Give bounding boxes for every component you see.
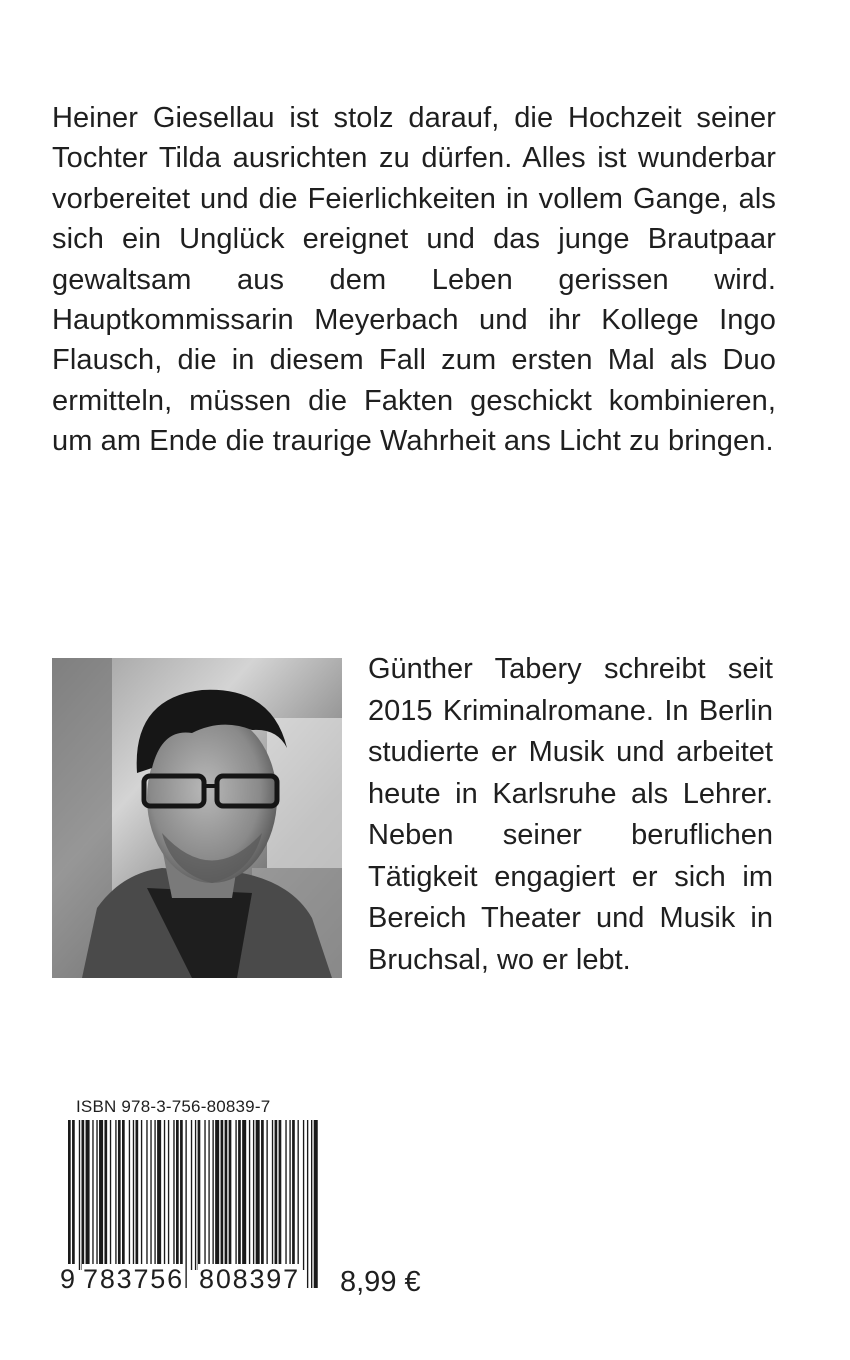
- barcode-bar: [72, 1120, 75, 1288]
- barcode-digits-left: 783756: [83, 1264, 184, 1294]
- barcode-bar: [154, 1120, 155, 1270]
- barcode-bar: [215, 1120, 219, 1270]
- barcode-bar: [311, 1120, 312, 1288]
- isbn-label: ISBN 978-3-756-80839-7: [76, 1097, 271, 1116]
- barcode-bar: [129, 1120, 130, 1270]
- author-bio-text: Günther Tabery schreibt seit 2015 Kriminalromane. In Berlin studierte er Musik und arbeitet heute in Karlsruhe als Lehrer. Neben seiner beruflichen Tätigkeit engagiert er sich im Bereich Theater und Musik in Bruchsal, wo er lebt.: [368, 653, 773, 976]
- price: 8,99 €: [340, 1266, 421, 1298]
- barcode-bar: [225, 1120, 228, 1270]
- barcode-bar: [314, 1120, 318, 1288]
- barcode-bar: [266, 1120, 267, 1270]
- barcode-bar: [229, 1120, 232, 1270]
- barcode-bar: [238, 1120, 241, 1270]
- barcode-bar: [279, 1120, 282, 1270]
- barcode-bar: [79, 1120, 80, 1270]
- barcode-bar: [275, 1120, 278, 1270]
- barcode-bar: [180, 1120, 183, 1288]
- barcode-bar: [82, 1120, 85, 1270]
- barcode-bar: [185, 1120, 186, 1288]
- barcode-bar: [157, 1120, 161, 1270]
- barcode-bar: [303, 1120, 304, 1270]
- barcode-bar: [86, 1120, 90, 1270]
- barcode-bar: [212, 1120, 213, 1270]
- barcode-bar: [191, 1120, 192, 1270]
- barcode-bar: [146, 1120, 147, 1270]
- barcode-bar: [173, 1120, 174, 1270]
- author-photo: [52, 658, 342, 978]
- barcode-bar: [221, 1120, 224, 1270]
- barcode-bar: [150, 1120, 151, 1270]
- barcode-bar: [256, 1120, 260, 1270]
- barcode-bar: [115, 1120, 116, 1270]
- barcode-bar: [68, 1120, 71, 1288]
- barcode-digits-right: 808397: [199, 1264, 300, 1294]
- author-portrait-image: [52, 658, 342, 978]
- barcode-bar: [141, 1120, 142, 1270]
- barcode-bar: [198, 1120, 201, 1270]
- barcode-bar: [285, 1120, 286, 1270]
- barcode-bar: [208, 1120, 209, 1270]
- barcode-bar: [253, 1120, 254, 1270]
- barcode-bar: [195, 1120, 196, 1270]
- barcode-bar: [122, 1120, 125, 1270]
- barcode-bar: [249, 1120, 250, 1270]
- barcode-bar: [272, 1120, 273, 1270]
- barcode-bar: [168, 1120, 169, 1270]
- barcode-bar: [92, 1120, 93, 1270]
- barcode-digit-first: 9: [60, 1264, 76, 1294]
- barcode-bar: [176, 1120, 179, 1270]
- synopsis-text: Heiner Giesellau ist stolz darauf, die Hochzeit seiner Tochter Tilda ausrichten zu dürfen. Alles ist wunderbar vorbereitet und die Feierlichkeiten in vollem Gange, als sich ein Unglück ereignet und das junge Brautpaar gewaltsam aus dem Leben gerissen wird. Hauptkommissarin Meyerbach und ihr Kollege Ingo Flausch, die in diesem Fall zum ersten Mal als Duo ermitteln, müssen die Fakten geschickt kombinieren, um am Ende die traurige Wahrheit ans Licht zu bringen.: [52, 102, 776, 458]
- barcode-bar: [289, 1120, 290, 1270]
- barcode-bar: [292, 1120, 295, 1270]
- isbn-barcode: [58, 1094, 322, 1310]
- barcode-bar: [96, 1120, 97, 1270]
- barcode-bar: [133, 1120, 134, 1270]
- barcode-bar: [104, 1120, 107, 1270]
- barcode-bar: [99, 1120, 103, 1270]
- barcode-bar: [110, 1120, 111, 1270]
- barcode-bar: [298, 1120, 299, 1270]
- barcode-bar: [136, 1120, 139, 1270]
- barcode-bar: [307, 1120, 308, 1288]
- barcode-bar: [204, 1120, 205, 1270]
- barcode-bar: [242, 1120, 246, 1270]
- barcode-bar: [118, 1120, 121, 1270]
- barcode-bar: [164, 1120, 165, 1270]
- barcode-bar: [235, 1120, 236, 1270]
- barcode-bar: [261, 1120, 264, 1270]
